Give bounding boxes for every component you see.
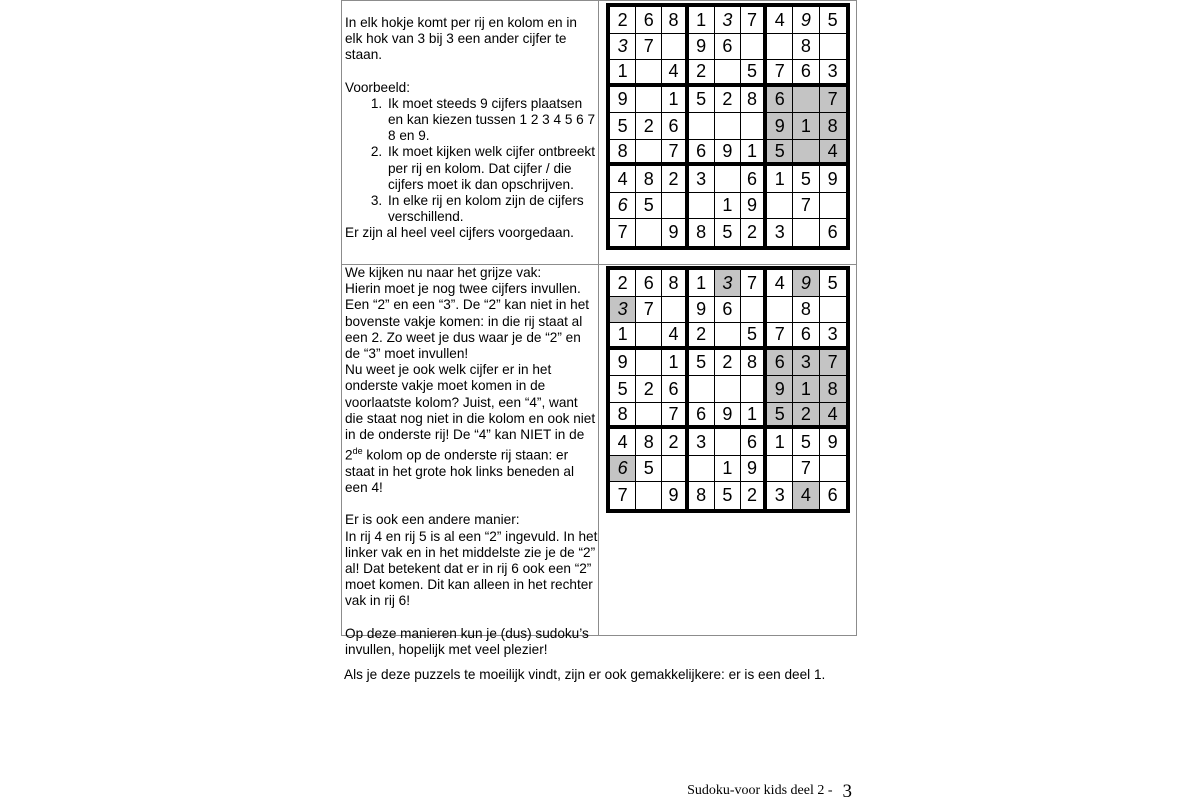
explanation-text-part: kolom op de onderste rij staan: er staat in het grote hok links beneden al een 4!: [345, 447, 574, 496]
explanation-line: Er is ook een andere manier:: [345, 512, 520, 528]
example-label: Voorbeeld:: [345, 79, 411, 95]
sudoku-cell: 9: [715, 140, 741, 167]
sudoku-cell: 5: [689, 350, 715, 377]
sudoku-cell: 9: [610, 87, 636, 114]
steps-list: [345, 96, 598, 226]
sudoku-cell: 7: [636, 34, 662, 61]
sudoku-cell: 4: [767, 270, 793, 297]
sudoku-cell: 5: [610, 113, 636, 140]
sudoku-cell: 2: [662, 429, 688, 456]
instructions-text: [342, 1, 598, 242]
sudoku-cell: 5: [610, 376, 636, 403]
sudoku-cell: 7: [636, 297, 662, 324]
sudoku-cell: 9: [820, 429, 846, 456]
instructions-cell: [341, 0, 598, 265]
sudoku-cell: 5: [715, 482, 741, 509]
sudoku-cell: [636, 482, 662, 509]
sudoku-cell: 5: [636, 456, 662, 483]
sudoku-cell: 2: [741, 219, 767, 246]
sudoku-cell: [820, 34, 846, 61]
sudoku-cell: 4: [820, 403, 846, 430]
sudoku-grid-solved: [606, 266, 850, 513]
sudoku-cell: 2: [715, 350, 741, 377]
sudoku-cell: 6: [662, 113, 688, 140]
sudoku-cell: 2: [741, 482, 767, 509]
sudoku-cell: 7: [793, 193, 819, 220]
explanation-line: We kijken nu naar het grijze vak:: [345, 265, 542, 280]
sudoku-cell: [636, 350, 662, 377]
explanation-paragraph: [345, 362, 598, 496]
sudoku-cell: 9: [741, 456, 767, 483]
sudoku-cell: 7: [820, 87, 846, 114]
sudoku-cell: [767, 34, 793, 61]
sudoku-cell: [636, 87, 662, 114]
sudoku-cell: 2: [610, 7, 636, 34]
sudoku-cell: 7: [610, 219, 636, 246]
explanation-cell: [341, 264, 598, 657]
footer-title: Sudoku-voor kids deel 2 -: [687, 783, 833, 798]
sudoku-cell: 3: [715, 7, 741, 34]
sudoku-cell: 9: [793, 270, 819, 297]
sudoku-cell: 5: [715, 219, 741, 246]
sudoku-cell: [715, 429, 741, 456]
sudoku-cell: 1: [715, 193, 741, 220]
sudoku-cell: 8: [610, 403, 636, 430]
explanation-paragraph: Een “2” en een “3”. De “2” kan niet in het bovenste vakje komen: in die rij staat al een 2. Zo weet je dus waar je de “2” en de “3” moet invullen!: [345, 297, 590, 362]
sudoku-cell: 3: [767, 219, 793, 246]
sudoku-cell: 8: [741, 350, 767, 377]
sudoku-cell: 3: [610, 34, 636, 61]
sudoku-cell: 6: [827, 222, 838, 243]
sudoku-cell: 2: [689, 60, 715, 87]
sudoku-cell: 9: [793, 7, 819, 34]
sudoku-cell: 1: [689, 7, 715, 34]
sudoku-cell: [793, 140, 819, 167]
sudoku-cell: 6: [662, 376, 688, 403]
sudoku-cell: [636, 140, 662, 167]
sudoku-cell: [715, 113, 741, 140]
sudoku-cell: 5: [820, 7, 846, 34]
sudoku-cell: 8: [820, 376, 846, 403]
sudoku-cell: [662, 456, 688, 483]
sudoku-cell: [662, 34, 688, 61]
sudoku-cell: [689, 113, 715, 140]
sudoku-cell: 1: [741, 403, 767, 430]
sudoku-cell: 5: [767, 403, 793, 430]
sudoku-cell: 7: [793, 456, 819, 483]
sudoku-cell: 6: [636, 7, 662, 34]
sudoku-cell: 2: [636, 376, 662, 403]
sudoku-cell: 3: [715, 270, 741, 297]
sudoku-cell: [689, 456, 715, 483]
step-item: 3. In elke rij en kolom zijn de cijfers verschillend.: [386, 193, 598, 225]
sudoku-cell: 3: [820, 323, 846, 350]
sudoku-cell: [767, 297, 793, 324]
sudoku-cell: 4: [662, 323, 688, 350]
sudoku-cell: 2: [662, 166, 688, 193]
sudoku-cell: 5: [689, 87, 715, 114]
sudoku-cell: 1: [793, 376, 819, 403]
sudoku-cell: 3: [767, 482, 793, 509]
sudoku-cell: 1: [610, 60, 636, 87]
sudoku-cell: 8: [793, 34, 819, 61]
footnote: Als je deze puzzels te moeilijk vindt, zijn er ook gemakkelijkere: er is een deel 1.: [344, 667, 826, 682]
sudoku-cell: 1: [689, 270, 715, 297]
sudoku-cell: [741, 34, 767, 61]
intro-paragraph: In elk hokje komt per rij en kolom en in elk hok van 3 bij 3 een ander cijfer te staan.: [345, 15, 577, 63]
sudoku-cell: [820, 456, 846, 483]
sudoku-cell: 3: [610, 297, 636, 324]
sudoku-cell: [715, 323, 741, 350]
sudoku-cell: [715, 166, 741, 193]
sudoku-cell: 8: [636, 166, 662, 193]
sudoku-cell: 5: [820, 270, 846, 297]
sudoku-cell: 8: [793, 297, 819, 324]
sudoku-cell: [715, 60, 741, 87]
sudoku-cell: 4: [610, 166, 636, 193]
sudoku-cell: 5: [767, 140, 793, 167]
sudoku-cell: 8: [610, 140, 636, 167]
sudoku-cell: 8: [741, 87, 767, 114]
sudoku-cell: 5: [741, 323, 767, 350]
sudoku-cell: [689, 193, 715, 220]
sudoku-cell: [636, 403, 662, 430]
sudoku-cell: 8: [636, 429, 662, 456]
sudoku-cell: 6: [767, 87, 793, 114]
sudoku-cell: 6: [827, 485, 838, 506]
sudoku-cell: 2: [793, 403, 819, 430]
sudoku-cell: 9: [689, 34, 715, 61]
sudoku-cell: 7: [662, 403, 688, 430]
sudoku-cell: [662, 297, 688, 324]
sudoku-cell: 7: [767, 60, 793, 87]
sudoku-cell: 5: [741, 60, 767, 87]
sudoku-cell: 9: [820, 166, 846, 193]
sudoku-cell: 2: [689, 323, 715, 350]
sudoku-cell: 6: [636, 270, 662, 297]
sudoku-cell: 1: [741, 140, 767, 167]
sudoku-cell: [662, 193, 688, 220]
sudoku-cell: 9: [767, 113, 793, 140]
sudoku-cell: 7: [820, 350, 846, 377]
sudoku-cell: 3: [820, 60, 846, 87]
step-item: 2. Ik moet kijken welk cijfer ontbreekt per rij en kolom. Dat cijfer / die cijfers moet ik dan opschrijven.: [386, 144, 598, 193]
sudoku-cell: 6: [610, 456, 636, 483]
sudoku-cell: 9: [662, 482, 688, 509]
sudoku-cell: [820, 297, 846, 324]
sudoku-cell: 1: [715, 456, 741, 483]
explanation-paragraph: In rij 4 en rij 5 is al een “2” ingevuld. In het linker vak en in het middelste zie je de “2” al! Dat betekent dat er in rij 6 ook een “2” moet komen. Dit kan alleen in het rechter vak in rij 6!: [345, 528, 598, 609]
sudoku-cell: 6: [793, 60, 819, 87]
explanation-text: [342, 265, 598, 658]
sudoku-cell: 7: [741, 270, 767, 297]
sudoku-cell: 6: [689, 403, 715, 430]
sudoku-cell: 5: [793, 166, 819, 193]
sudoku-cell: 9: [662, 219, 688, 246]
sudoku-cell: 4: [662, 60, 688, 87]
sudoku-cell: [636, 219, 662, 246]
sudoku-cell: 8: [689, 219, 715, 246]
sudoku-cell: 1: [610, 323, 636, 350]
sudoku-cell: [793, 87, 819, 114]
sudoku-cell: 6: [610, 193, 636, 220]
sudoku-cell: 6: [767, 350, 793, 377]
sudoku-cell: 8: [662, 270, 688, 297]
sudoku-cell: [741, 297, 767, 324]
sudoku-cell: [689, 376, 715, 403]
sudoku-cell: 3: [689, 166, 715, 193]
sudoku-cell: 8: [662, 7, 688, 34]
sudoku-cell: 2: [610, 270, 636, 297]
closing-paragraph: Er zijn al heel veel cijfers voorgedaan.: [345, 225, 574, 241]
sudoku-cell: [636, 323, 662, 350]
sudoku-cell: 1: [793, 113, 819, 140]
sudoku-cell: [741, 376, 767, 403]
sudoku-cell: 6: [741, 429, 767, 456]
sudoku-cell: 6: [793, 323, 819, 350]
sudoku-cell: 6: [715, 297, 741, 324]
sudoku-cell: 6: [741, 166, 767, 193]
ordinal-superscript: de: [352, 446, 363, 457]
sudoku-cell: 8: [689, 482, 715, 509]
sudoku-cell: [715, 376, 741, 403]
sudoku-cell: 7: [767, 323, 793, 350]
sudoku-cell: 6: [715, 34, 741, 61]
explanation-line: Hierin moet je nog twee cijfers invullen.: [345, 281, 581, 297]
sudoku-cell: 9: [741, 193, 767, 220]
sudoku-cell: 9: [689, 297, 715, 324]
step-item: 1. Ik moet steeds 9 cijfers plaatsen en kan kiezen tussen 1 2 3 4 5 6 7 8 en 9.: [386, 96, 598, 145]
sudoku-cell: 9: [715, 403, 741, 430]
sudoku-cell: [767, 456, 793, 483]
sudoku-cell: 4: [820, 140, 846, 167]
page-number: 3: [842, 781, 852, 802]
sudoku-cell: [767, 193, 793, 220]
sudoku-cell: 1: [767, 429, 793, 456]
sudoku-cell: 1: [662, 87, 688, 114]
sudoku-cell: 7: [610, 482, 636, 509]
sudoku-cell: [741, 113, 767, 140]
sudoku-cell: 3: [689, 429, 715, 456]
ordinal-number: 2: [345, 447, 353, 463]
sudoku-cell: 1: [767, 166, 793, 193]
sudoku-cell: 7: [741, 7, 767, 34]
sudoku-cell: 4: [793, 482, 819, 509]
sudoku-cell: 5: [636, 193, 662, 220]
explanation-text-part: Nu weet je ook welk cijfer er in het onderste vakje moet komen in de voorlaatste kolom? Juist, een “4”, want die staat nog niet in die kolom en ook niet in de onderste rij! De “4” kan NIET in de: [345, 362, 596, 443]
sudoku-cell: 9: [610, 350, 636, 377]
sudoku-cell: 2: [715, 87, 741, 114]
sudoku-cell: [793, 219, 819, 246]
sudoku-cell: 4: [610, 429, 636, 456]
sudoku-cell: 4: [767, 7, 793, 34]
sudoku-cell: [820, 193, 846, 220]
sudoku-cell: 1: [662, 350, 688, 377]
explanation-paragraph: Op deze manieren kun je (dus) sudoku’s invullen, hopelijk met veel plezier!: [345, 625, 589, 657]
sudoku-cell: 5: [793, 429, 819, 456]
sudoku-cell: 2: [636, 113, 662, 140]
sudoku-grid-example: [606, 3, 850, 250]
sudoku-cell: 3: [793, 350, 819, 377]
sudoku-cell: [636, 60, 662, 87]
sudoku-cell: 8: [820, 113, 846, 140]
sudoku-cell: 6: [689, 140, 715, 167]
sudoku-cell: 9: [767, 376, 793, 403]
sudoku-cell: 7: [662, 140, 688, 167]
